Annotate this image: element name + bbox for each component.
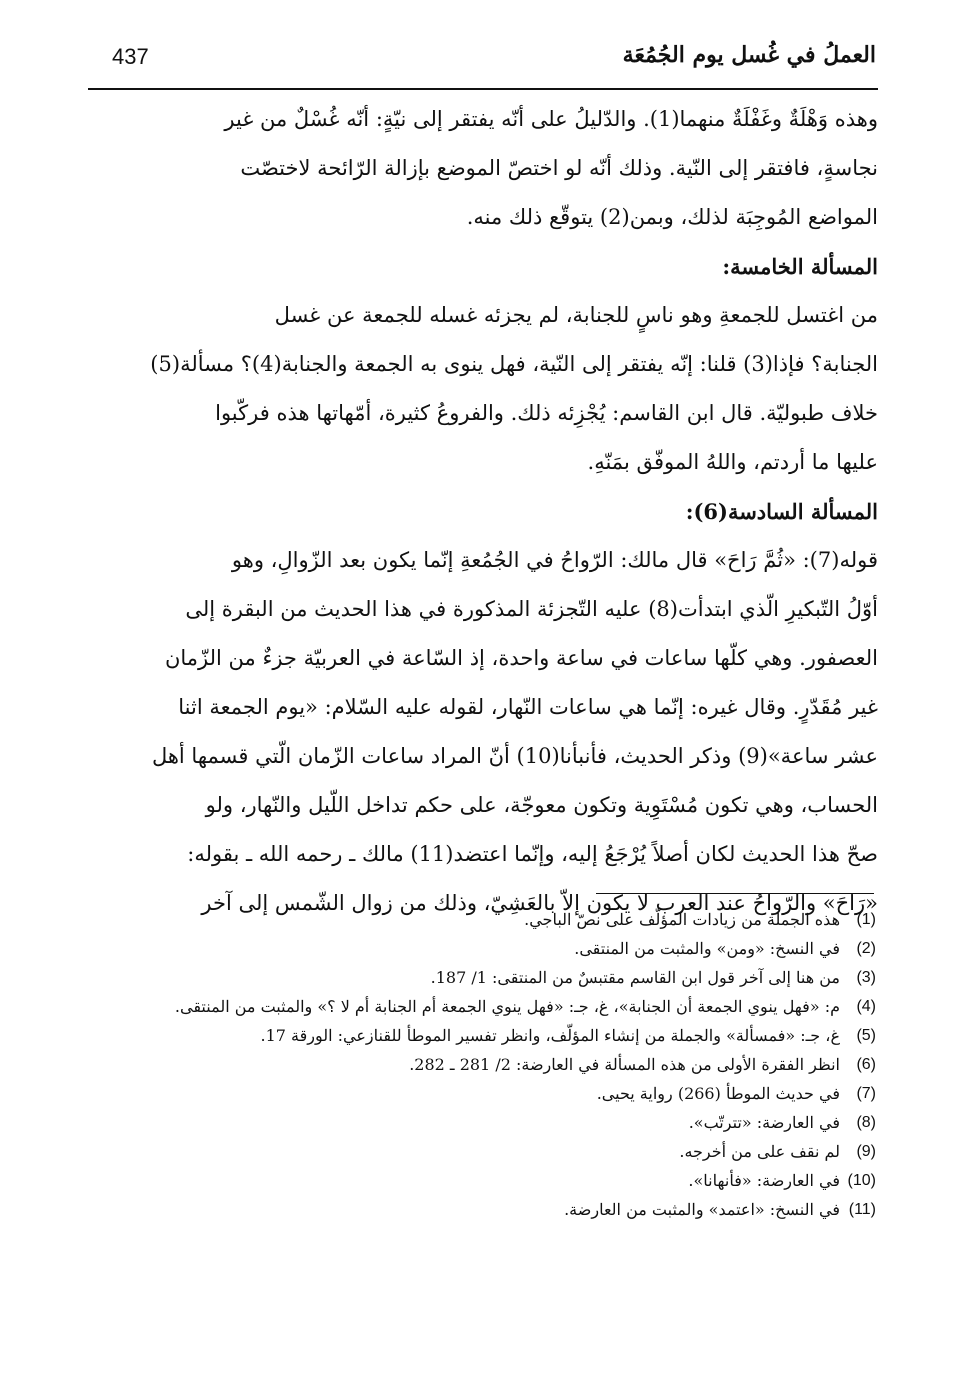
footnote-number: (10)	[847, 1172, 876, 1189]
footnote-number: (6)	[856, 1056, 876, 1073]
footnote-number: (2)	[856, 940, 876, 957]
footnote-number: (5)	[856, 1027, 876, 1044]
footnote-number: (3)	[856, 969, 876, 986]
footnote	[90, 905, 876, 934]
footnote	[90, 992, 876, 1021]
text-line: نجاسةٍ، فافتقر إلى النّية. وذلك أنّه لو اختصّ الموضع بإزالة الرّائحة لاختصّت	[240, 156, 878, 180]
text-line: عليها ما أردتم، واللهُ الموفّق بمَنّهِ.	[587, 450, 878, 474]
footnote-text: في النسخ: «ومن» والمثبت من المنتقى.	[574, 939, 840, 958]
footnote-text: في العارضة: «فأنهانا».	[688, 1171, 840, 1190]
footnote	[90, 934, 876, 963]
footnote-number: (7)	[856, 1085, 876, 1102]
page-number: 437	[112, 44, 149, 69]
footnote-separator	[596, 893, 874, 894]
footnote-text: في العارضة: «تترتّب».	[688, 1113, 840, 1132]
footnote-number: (4)	[856, 998, 876, 1015]
section-heading-5: المسألة الخامسة:	[722, 254, 878, 279]
text-line: العصفور. وهي كلّها ساعات في ساعة واحدة، إذ السّاعة في العربيّة جزءٌ من الزّمان	[164, 646, 878, 670]
footnote-text: لم نقف على من أخرجه.	[679, 1142, 840, 1161]
footnote	[90, 1050, 876, 1079]
footnote-text: في حديث الموطأ (266) رواية يحيى.	[596, 1084, 840, 1103]
footnote	[90, 1021, 876, 1050]
main-text	[95, 95, 878, 928]
section-heading-6: المسألة السادسة(6):	[685, 499, 878, 524]
text-line: صحّ هذا الحديث لكان أصلاً يُرْجَعُ إليه، وإنّما اعتضد(11) مالك ـ رحمه الله ـ بقوله:	[187, 842, 878, 866]
footnote	[90, 1195, 876, 1224]
running-title: العملُ في غُسل يوم الجُمُعَة	[622, 42, 876, 68]
footnote-text: في النسخ: «اعتمد» والمثبت من العارضة.	[564, 1200, 840, 1219]
text-line: قوله(7): «ثُمَّ رَاحَ» قال مالك: الرّواحُ في الجُمُعةِ إنّما يكون بعد الزّوالِ، وهو	[231, 548, 878, 572]
text-line: الحساب، وهي تكون مُسْتَوِية وتكون معوجّة، على حكم تداخل اللّيل والنّهار، ولو	[205, 793, 878, 817]
text-line: الجنابة؟ فإذا(3) قلنا: إنّه يفتقر إلى النّية، فهل ينوى به الجمعة والجنابة(4)؟ مسألة(5)	[150, 352, 878, 376]
footnote-text: هذه الجملة من زيادات المؤلّف على نصّ الباجي.	[524, 910, 840, 929]
footnote-number: (1)	[856, 911, 876, 928]
footnote-text: من هنا إلى آخر قول ابن القاسم مقتبسٌ من المنتقى: 1/ 187.	[430, 968, 840, 987]
footnote-text: غ، جـ: «فمسألة» والجملة من إنشاء المؤلّف، وانظر تفسير الموطأ للقنازعي: الورقة 17.	[260, 1026, 840, 1045]
text-line: غير مُقَدّرٍ. وقال غيره: إنّما هي ساعات النّهار، لقوله عليه السّلام: «يوم الجمعة اثنا	[178, 695, 878, 719]
footnote	[90, 1108, 876, 1137]
text-line: عشر ساعة»(9) وذكر الحديث، فأنبأنا(10) أنّ المراد ساعات الزّمان الّتي قسمها أهل	[151, 744, 878, 768]
text-line: أوّلُ التّبكيرِ الّذي ابتدأت(8) عليه التّجزئة المذكورة في هذا الحديث من البقرة إلى	[185, 597, 878, 621]
footnote	[90, 1166, 876, 1195]
text-line: من اغتسل للجمعةِ وهو ناسٍ للجنابة، لم يجزئه غسله للجمعة عن غسل	[274, 303, 878, 327]
footnote-number: (11)	[848, 1201, 876, 1218]
footnote	[90, 1079, 876, 1108]
footnote-text: م: «فهل ينوي الجمعة أن الجنابة»، غ، جـ: «فهل ينوي الجمعة أم الجنابة أم لا ؟» والمثبت من المنتقى.	[174, 997, 840, 1016]
text-line: خلاف طبوليّة. قال ابن القاسم: يُجْزِئه ذلك. والفروعُ كثيرة، أمّهاتها هذه فركّبوا	[215, 401, 878, 425]
footnote	[90, 1137, 876, 1166]
footnotes	[90, 905, 876, 1224]
text-line: المواضع المُوجِبَة لذلك، وبمن(2) يتوقّع ذلك منه.	[466, 205, 878, 229]
text-line: وهذه وَهْلَةٌ وغَفْلَةٌ منهما(1). والدّليلُ على أنّه يفتقر إلى نيّةٍ: أنّه غُسْلٌ من غير	[224, 107, 878, 131]
footnote-text: انظر الفقرة الأولى من هذه المسألة في العارضة: 2/ 281 ـ 282.	[409, 1055, 840, 1074]
text-line: «رَاحَ» والرّواحُ عند العرب لا يكون إلاّ بالعَشِيّ، وذلك من زوال الشّمس إلى آخر	[201, 891, 878, 915]
page-header	[88, 40, 878, 90]
footnote-number: (9)	[856, 1143, 876, 1160]
footnote-number: (8)	[856, 1114, 876, 1131]
footnote	[90, 963, 876, 992]
